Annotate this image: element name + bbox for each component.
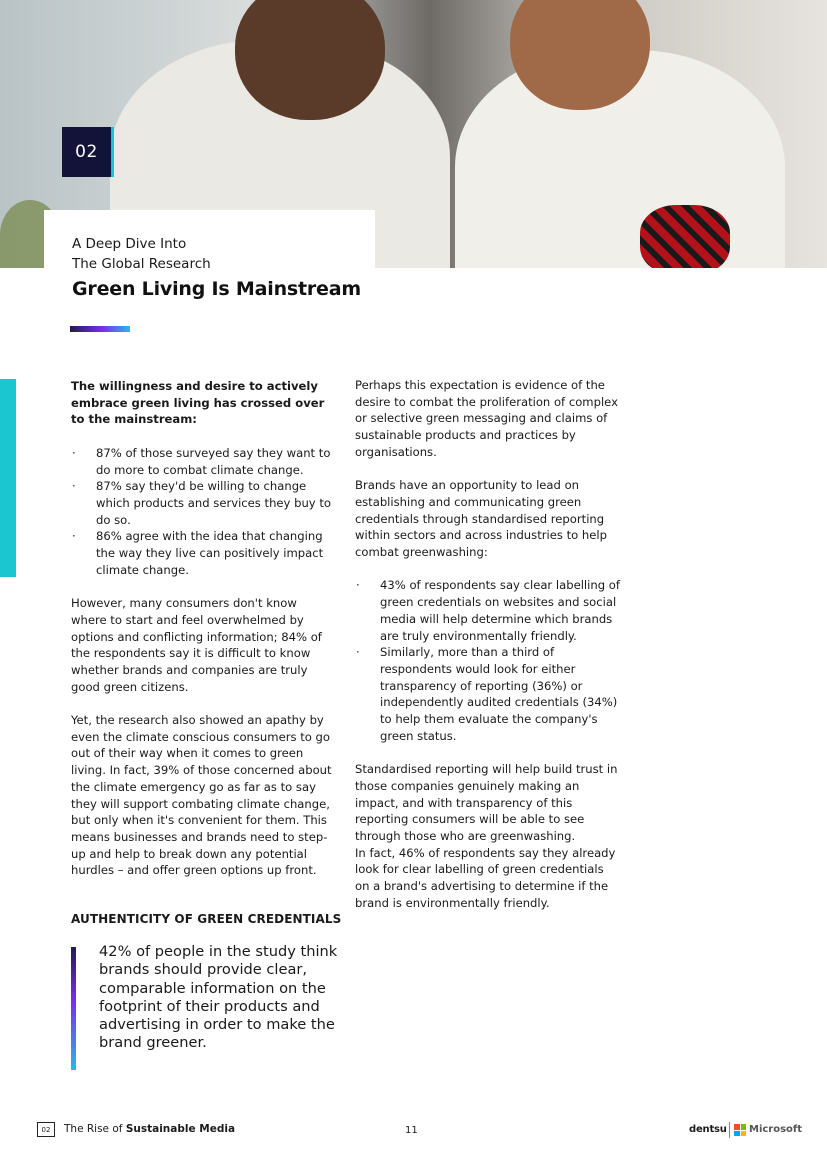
chapter-badge: 02: [62, 127, 114, 177]
pull-quote: 42% of people in the study think brands should provide clear, comparable information on the footprint of their products and advertising in order to make the brand greener.: [99, 943, 338, 1052]
body-paragraph: Brands have an opportunity to lead on establishing and communicating green credentials through standardised reporting within sectors and across industries to help combat greenwashing:: [355, 478, 607, 560]
section-subtitle: [72, 234, 211, 274]
page-title: Green Living Is Mainstream: [72, 278, 361, 300]
subtitle-line-2: The Global Research: [72, 256, 211, 272]
footer-title: [64, 1123, 235, 1135]
footer-title-bold: Sustainable Media: [125, 1123, 236, 1135]
left-column: [71, 378, 333, 879]
logo-divider: [729, 1122, 730, 1138]
page-number: 11: [405, 1125, 418, 1136]
microsoft-logo-icon: [734, 1124, 746, 1136]
list-item: · Similarly, more than a third of respondents would look for either transparency of reporting (36%) or independently audited credentials (34%) to help them evaluate the company's green status.: [355, 644, 620, 744]
title-gradient-bar: [70, 326, 130, 332]
lead-paragraph: The willingness and desire to actively embrace green living has crossed over to the mainstream:: [71, 379, 325, 427]
side-accent-bar: [0, 379, 16, 577]
body-paragraph: In fact, 46% of respondents say they already look for clear labelling of green credentials on a brand's advertising to determine if the brand is environmentally friendly.: [355, 845, 616, 910]
body-paragraph: Standardised reporting will help build trust in those companies genuinely making an impact, and with transparency of this reporting consumers will be able to see through those who are greenwashing.: [355, 762, 618, 843]
list-item: · 43% of respondents say clear labelling of green credentials on websites and social media will help determine which brands are truly environmentally friendly.: [355, 577, 620, 644]
list-item: · 87% of those surveyed say they want to do more to combat climate change.: [71, 445, 333, 478]
body-paragraph: Perhaps this expectation is evidence of the desire to combat the proliferation of complex or selective green messaging and claims of sustainable products and practices by organisations.: [355, 378, 618, 459]
quote-gradient-bar: [71, 947, 76, 1070]
dentsu-logo: dentsu: [689, 1124, 727, 1135]
hero-plaid-shirt: [640, 205, 730, 268]
footer-chapter-badge: 02: [37, 1122, 55, 1137]
body-paragraph: Yet, the research also showed an apathy by even the climate conscious consumers to go out of their way when it comes to green living. In fact, 39% of those concerned about the climate emergency go as far as to say they will support combating climate change, but only when it's convenient for them. This means businesses and brands need to step-up and help to break down any potential hurdles – and offer green options up front.: [71, 713, 332, 878]
right-column: [355, 377, 620, 911]
subtitle-line-1: A Deep Dive Into: [72, 236, 187, 252]
body-paragraph: However, many consumers don't know where to start and feel overwhelmed by options and conflicting information; 84% of the respondents say it is difficult to know whether brands and companies are truly good green citizens.: [71, 596, 322, 694]
list-item: · 86% agree with the idea that changing the way they live can positively impact climate change.: [71, 528, 333, 578]
list-item: · 87% say they'd be willing to change which products and services they buy to do so.: [71, 478, 333, 528]
section-heading: AUTHENTICITY OF GREEN CREDENTIALS: [71, 912, 342, 926]
left-bullet-list: [71, 445, 333, 579]
microsoft-wordmark: Microsoft: [749, 1124, 803, 1135]
right-bullet-list: [355, 577, 620, 744]
footer-title-prefix: The Rise of: [64, 1123, 123, 1135]
